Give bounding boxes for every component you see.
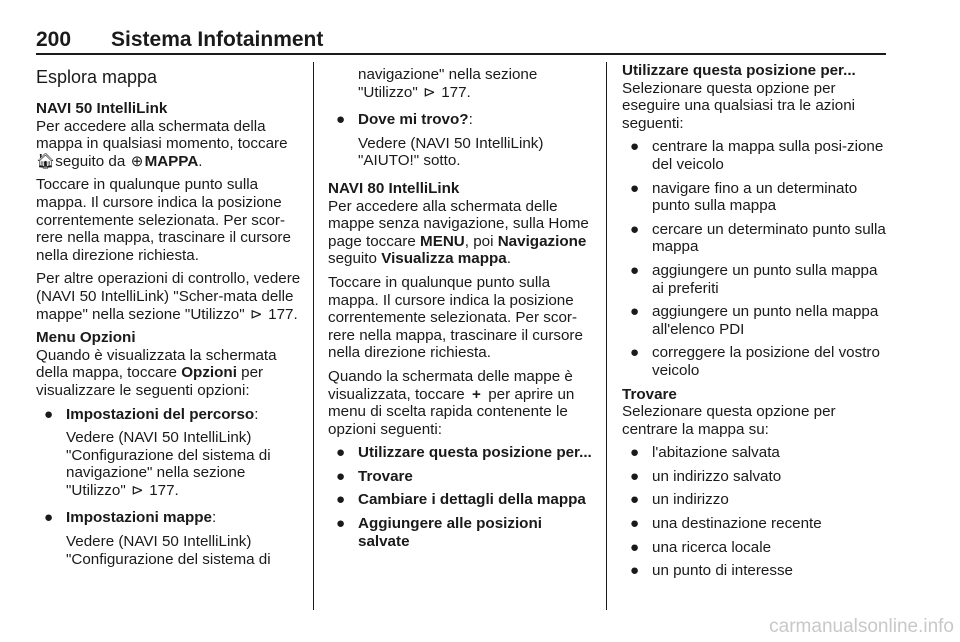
section-heading: Esplora mappa xyxy=(36,67,158,87)
bullet: ● xyxy=(336,467,346,485)
use-position-subheading: Utilizzare questa posizione per... xyxy=(622,62,856,79)
list-item: ● l'abitazione salvata xyxy=(630,444,780,462)
list-item: ● una ricerca locale xyxy=(630,538,772,556)
column-divider-1 xyxy=(313,62,314,610)
list-item: ● una destinazione recente xyxy=(630,515,822,533)
find-subheading: Trovare xyxy=(622,385,677,403)
page-title: Sistema Infotainment xyxy=(111,28,324,51)
column-2 xyxy=(328,62,596,556)
globe-icon: ⊕ xyxy=(130,152,144,170)
page-ref-icon: ⊳ xyxy=(250,305,263,323)
page-header xyxy=(36,28,886,52)
header-rule xyxy=(36,53,886,55)
shortcut-options-list xyxy=(328,444,596,550)
bullet: ● xyxy=(44,405,54,423)
list-item: ● aggiungere un punto sulla mappa ai preferiti xyxy=(630,261,878,297)
bullet: ● xyxy=(336,111,346,129)
controls-paragraph: Per altre operazioni di controllo, vedere (NAVI 50 IntelliLink) "Scher-mata delle mappe" nella sezione "Utilizzo" ⊳ 177. xyxy=(36,270,301,323)
list-item: ● Aggiungere alle posizioni salvate xyxy=(336,515,542,550)
list-item: ● Cambiare i dettagli della mappa xyxy=(336,491,586,509)
bullet: ● xyxy=(336,491,346,509)
options-list xyxy=(36,406,302,424)
list-item: ● Impostazioni del percorso: xyxy=(44,405,259,423)
bullet: ● xyxy=(630,515,640,533)
intro-paragraph: Per accedere alla schermata della mappa in qualsiasi momento, toccare 🏠︎ seguito da ⊕MAPPA. xyxy=(36,117,288,170)
option-detail: Vedere (NAVI 50 IntelliLink) "Configurazione del sistema di xyxy=(66,533,271,568)
column-3 xyxy=(622,62,892,586)
navi80-paragraph: Per accedere alla schermata delle mappe senza navigazione, sulla Home page toccare MENU, poi Navigazione seguito Visualizza mappa. xyxy=(328,197,589,268)
column-divider-2 xyxy=(606,62,607,610)
bullet: ● xyxy=(630,138,640,156)
list-item: ● un indirizzo salvato xyxy=(630,467,782,485)
bullet: ● xyxy=(630,491,640,509)
option-detail: Vedere (NAVI 50 IntelliLink) "Configurazione del sistema di navigazione" nella sezione "Utilizzo" ⊳ 177. xyxy=(66,429,271,499)
navi50-subheading: NAVI 50 IntelliLink xyxy=(36,100,168,117)
bullet: ● xyxy=(630,344,640,362)
list-item: ● Dove mi trovo?: xyxy=(336,111,473,129)
bullet: ● xyxy=(336,515,346,533)
bullet: ● xyxy=(44,509,54,527)
bullet: ● xyxy=(630,538,640,556)
bullet: ● xyxy=(630,562,640,580)
bullet: ● xyxy=(630,179,640,197)
bullet: ● xyxy=(630,261,640,279)
bullet: ● xyxy=(630,444,640,462)
bullet: ● xyxy=(630,303,640,321)
page-number: 200 xyxy=(36,28,72,51)
page-ref-icon: ⊳ xyxy=(131,481,144,499)
list-item: ● Trovare xyxy=(336,467,413,485)
cursor-paragraph: Toccare in qualunque punto sulla mappa. Il cursore indica la posizione correntemente selezionata. Per scor-rere nella mappa, trascinare il cursore nella direzione richiesta. xyxy=(36,176,291,264)
page-ref-icon: ⊳ xyxy=(423,83,436,101)
menu-subheading: Menu Opzioni xyxy=(36,329,136,347)
find-list xyxy=(622,444,892,580)
navi80-subheading: NAVI 80 IntelliLink xyxy=(328,179,460,197)
list-item: ● un punto di interesse xyxy=(630,562,794,580)
list-item: ● correggere la posizione del vostro veicolo xyxy=(630,344,880,379)
menu-paragraph: Quando è visualizzata la schermata della mappa, toccare Opzioni per visualizzare le seguenti opzioni: xyxy=(36,346,277,399)
list-item: ● centrare la mappa sulla posi-zione del veicolo xyxy=(630,138,884,173)
options-list-3 xyxy=(328,111,596,129)
option-detail: Vedere (NAVI 50 IntelliLink) "AIUTO!" sotto. xyxy=(358,134,544,170)
watermark: carmanualsonline.info xyxy=(769,616,954,637)
bullet: ● xyxy=(630,467,640,485)
use-position-paragraph: Selezionare questa opzione per eseguire una qualsiasi tra le azioni seguenti: xyxy=(622,79,856,132)
options-list-2 xyxy=(36,509,302,527)
list-item: ● un indirizzo xyxy=(630,491,729,509)
bullet: ● xyxy=(336,444,346,462)
option-detail-cont: navigazione" nella sezione "Utilizzo" ⊳ 177. xyxy=(358,66,538,101)
find-paragraph: Selezionare questa opzione per centrare la mappa su: xyxy=(622,403,836,438)
use-position-list xyxy=(622,138,892,379)
cursor-paragraph: Toccare in qualunque punto sulla mappa. Il cursore indica la posizione correntemente selezionata. Per scor-rere nella mappa, trascinare il cursore nella direzione richiesta. xyxy=(328,273,583,362)
list-item: ● Utilizzare questa posizione per... xyxy=(336,444,592,462)
house-icon: 🏠︎ xyxy=(36,152,56,170)
shortcut-paragraph: Quando la schermata delle mappe è visualizzata, toccare + per aprire un menu di scelta rapida contenente le opzioni seguenti: xyxy=(328,367,575,438)
list-item: ● aggiungere un punto nella mappa all'elenco PDI xyxy=(630,303,879,338)
bullet: ● xyxy=(630,220,640,238)
plus-icon: + xyxy=(472,385,481,403)
list-item: ● Impostazioni mappe: xyxy=(44,509,217,527)
list-item: ● navigare fino a un determinato punto sulla mappa xyxy=(630,179,858,215)
list-item: ● cercare un determinato punto sulla mappa xyxy=(630,220,886,256)
column-1 xyxy=(36,62,302,578)
